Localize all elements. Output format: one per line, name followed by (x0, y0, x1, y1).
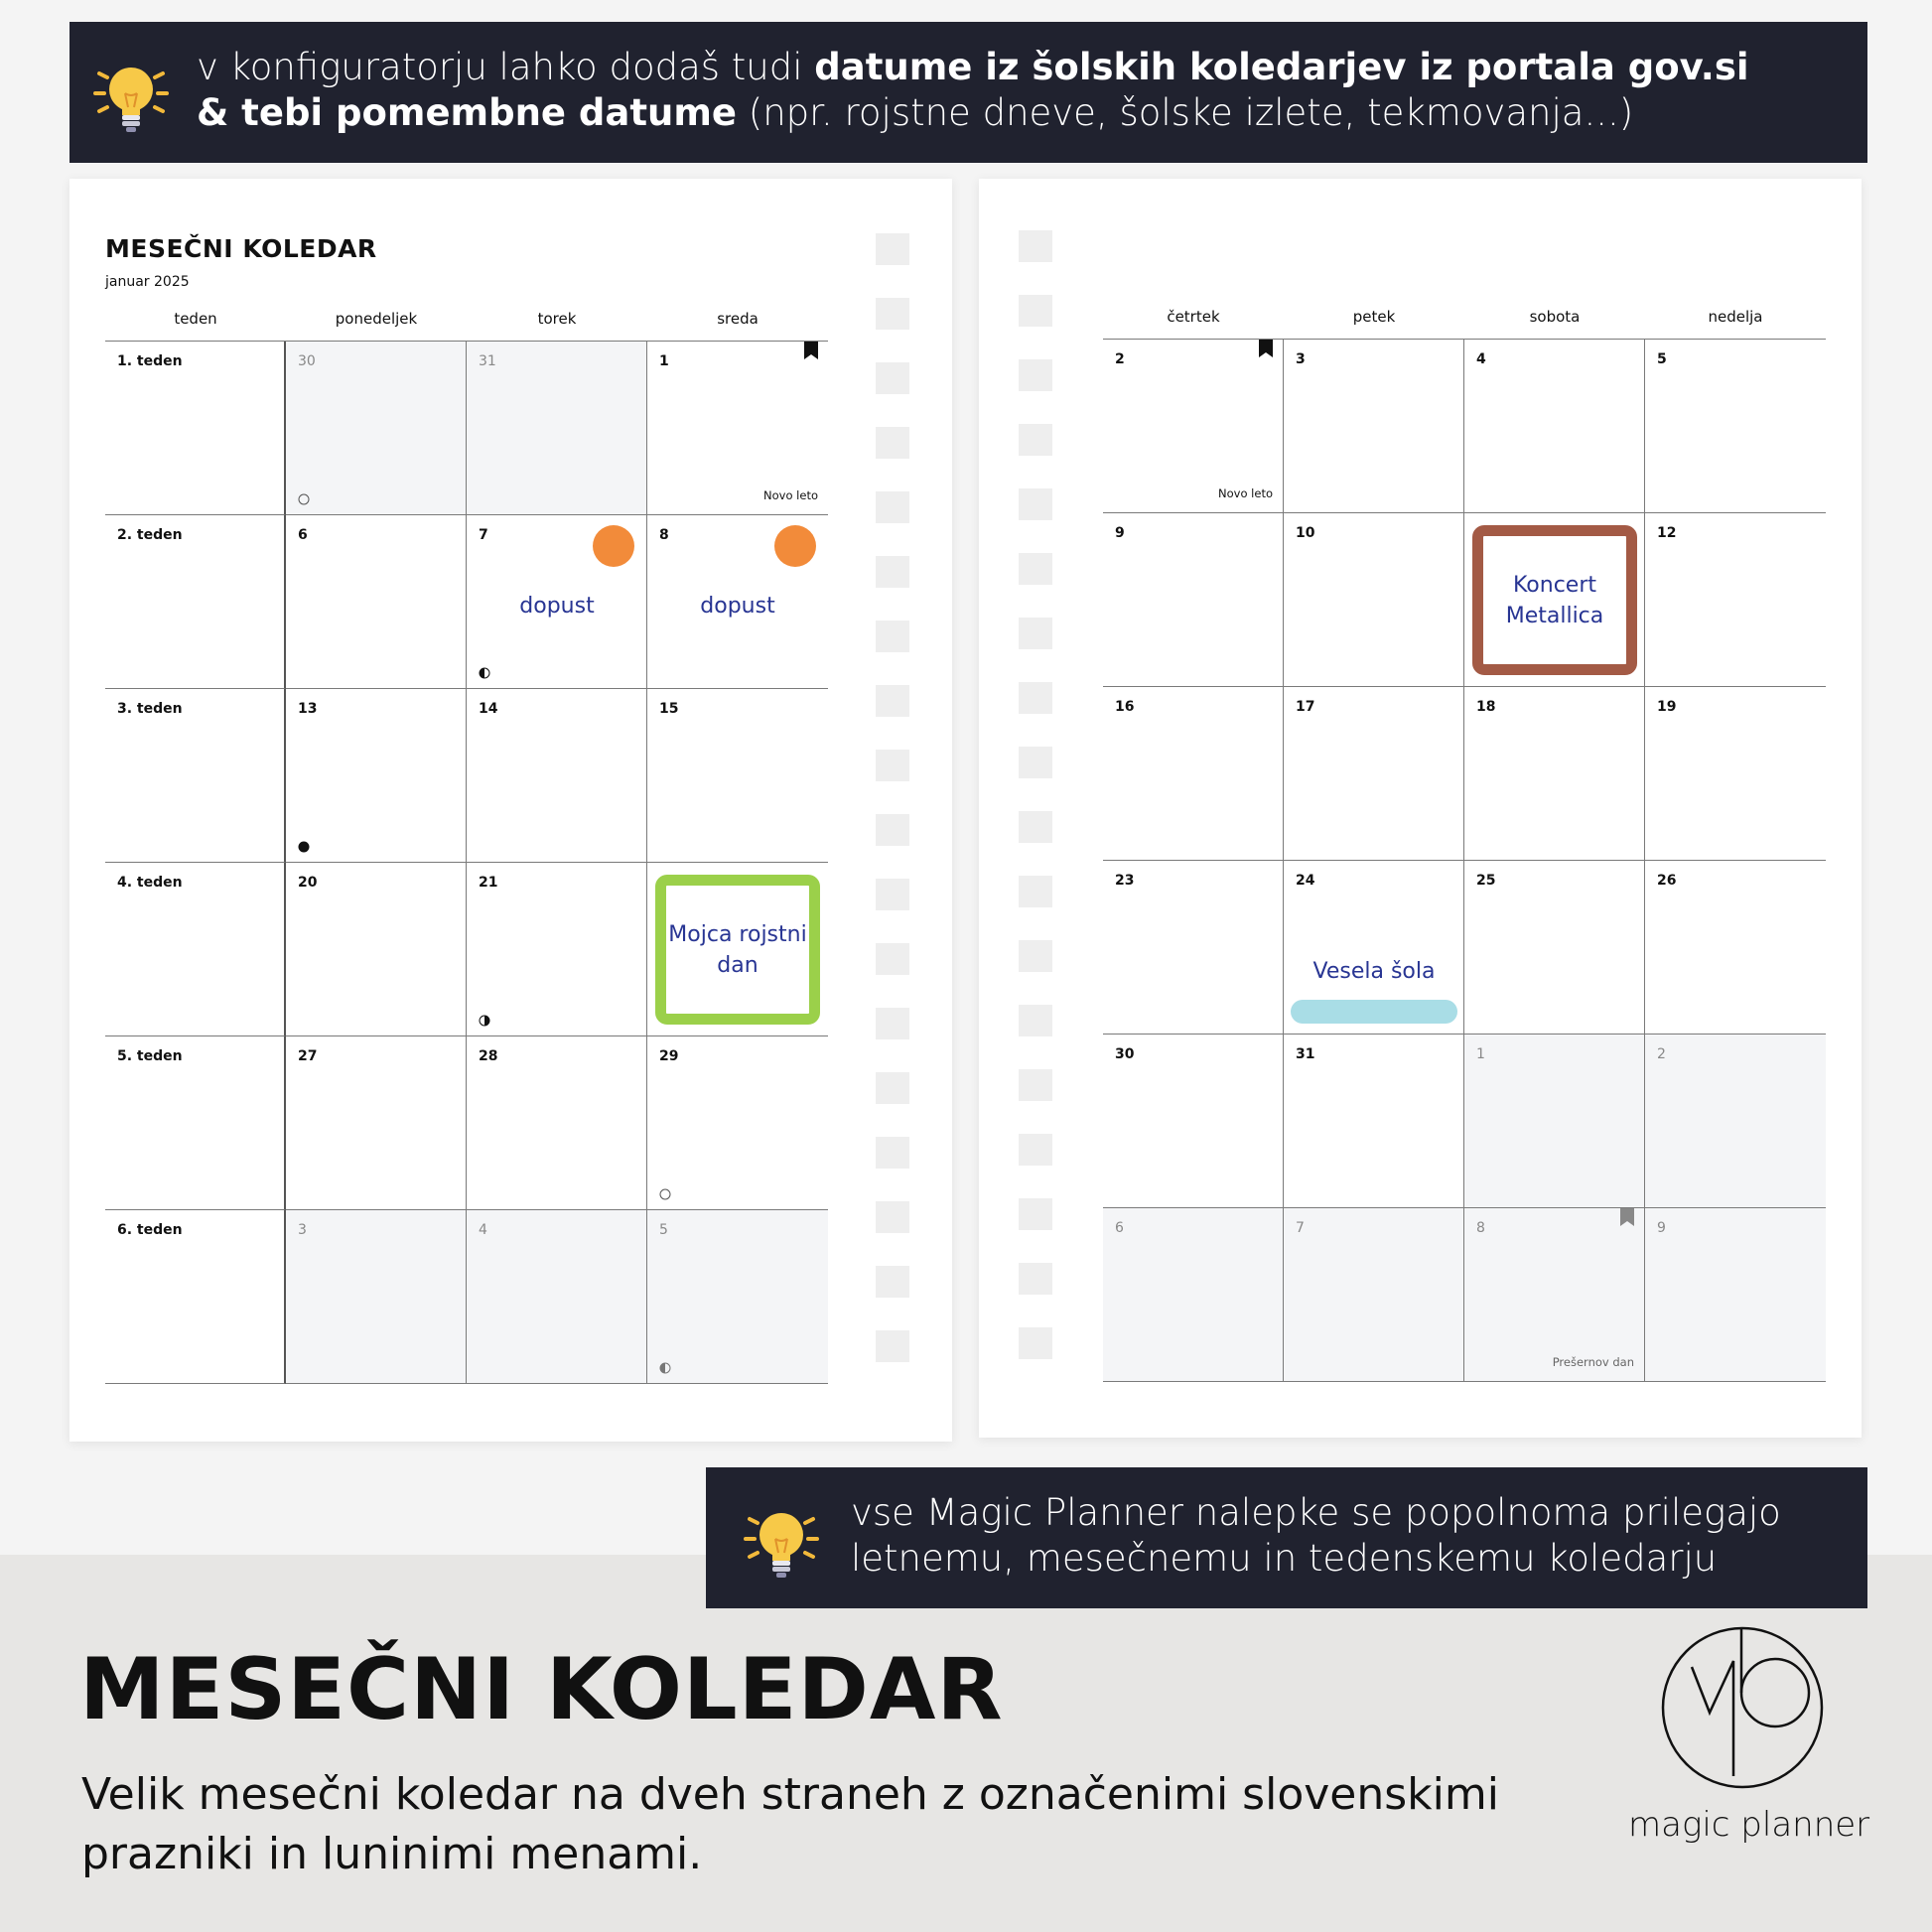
day-cell[interactable] (1284, 687, 1464, 861)
week-label: 6. teden (117, 1222, 183, 1238)
binder-hole (1019, 811, 1052, 843)
binder-hole (1019, 1005, 1052, 1036)
binder-hole (876, 685, 909, 717)
binder-hole (1019, 553, 1052, 585)
tip-banner-top (69, 22, 1867, 163)
binder-hole (876, 233, 909, 265)
moon-phase-icon (659, 1185, 671, 1197)
tip-banner-bottom (706, 1467, 1867, 1608)
week-label: 4. teden (117, 875, 183, 891)
day-number: 31 (479, 353, 496, 369)
binder-hole (876, 814, 909, 846)
logo-wordmark: magic planner (1628, 1805, 1870, 1845)
column-header: teden (174, 310, 217, 328)
binder-holes (876, 233, 909, 1395)
binder-hole (876, 1072, 909, 1104)
orange-dot-sticker (774, 525, 816, 567)
day-cell[interactable] (467, 342, 647, 515)
bookmark-icon (804, 342, 818, 359)
day-number: 18 (1476, 699, 1496, 715)
week-label-cell (105, 1210, 286, 1384)
holiday-label: Prešernov dan (1552, 1355, 1634, 1369)
holiday-label: Novo leto (1218, 486, 1273, 500)
day-number: 7 (1296, 1220, 1305, 1236)
binder-hole (1019, 424, 1052, 456)
column-header: torek (537, 310, 577, 328)
calendar-title: MESEČNI KOLEDAR (105, 234, 377, 263)
binder-hole (1019, 876, 1052, 907)
day-number: 2 (1115, 351, 1125, 367)
day-cell[interactable] (286, 1210, 467, 1384)
week-label-cell (105, 1036, 286, 1210)
lightbulb-icon (91, 50, 171, 139)
day-number: 5 (1657, 351, 1667, 367)
day-number: 1 (659, 353, 669, 369)
binder-hole (1019, 682, 1052, 714)
day-number: 2 (1657, 1046, 1666, 1062)
day-number: 20 (298, 875, 318, 891)
binder-hole (1019, 359, 1052, 391)
binder-holes (1019, 230, 1052, 1392)
binder-hole (876, 298, 909, 330)
day-cell[interactable] (1464, 340, 1645, 513)
day-number: 3 (298, 1222, 307, 1238)
day-cell[interactable] (467, 515, 647, 689)
day-number: 6 (298, 527, 308, 543)
moon-phase-icon (298, 490, 310, 502)
binder-hole (876, 621, 909, 652)
calendar-page-left (69, 179, 952, 1442)
day-number: 21 (479, 875, 498, 891)
binder-hole (876, 1201, 909, 1233)
day-number: 23 (1115, 873, 1135, 889)
handwritten-note: dopust (519, 594, 595, 619)
day-number: 14 (479, 701, 498, 717)
day-number: 10 (1296, 525, 1315, 541)
binder-hole (876, 1137, 909, 1169)
day-cell[interactable] (1103, 861, 1284, 1035)
day-number: 27 (298, 1048, 318, 1064)
day-cell[interactable] (1284, 513, 1464, 687)
day-cell[interactable] (1645, 861, 1826, 1035)
day-cell[interactable] (1464, 1035, 1645, 1208)
day-number: 25 (1476, 873, 1496, 889)
binder-hole (876, 943, 909, 975)
day-cell[interactable] (1645, 687, 1826, 861)
binder-hole (1019, 488, 1052, 520)
column-header: sreda (717, 310, 759, 328)
binder-hole (1019, 230, 1052, 262)
day-cell[interactable] (647, 689, 828, 863)
day-cell[interactable] (1103, 513, 1284, 687)
week-label-cell (105, 689, 286, 863)
day-cell[interactable] (467, 689, 647, 863)
week-label-cell (105, 342, 286, 515)
handwritten-note: Vesela šola (1312, 959, 1436, 984)
binder-hole (876, 1330, 909, 1362)
binder-hole (876, 879, 909, 910)
column-header: sobota (1529, 308, 1581, 326)
calendar-month: januar 2025 (105, 274, 190, 290)
magic-planner-logo (1660, 1625, 1825, 1790)
day-cell[interactable] (286, 342, 467, 515)
binder-hole (1019, 940, 1052, 972)
day-number: 31 (1296, 1046, 1315, 1062)
day-cell[interactable] (286, 1036, 467, 1210)
day-cell[interactable] (647, 863, 828, 1036)
day-number: 28 (479, 1048, 498, 1064)
day-cell[interactable] (1103, 340, 1284, 513)
tip-text-top: v konfiguratorju lahko dodaš tudi datume iz šolskih koledarjev iz portala gov.si & tebi pomembne datume (npr. rojstne dneve, šolske izlete, tekmovanja...) (197, 46, 1749, 134)
day-number: 24 (1296, 873, 1315, 889)
day-cell[interactable] (647, 1210, 828, 1384)
bookmark-icon (1259, 340, 1273, 357)
day-cell[interactable] (647, 515, 828, 689)
day-number: 1 (1476, 1046, 1485, 1062)
bookmark-icon (1620, 1208, 1634, 1226)
day-cell[interactable] (1464, 1208, 1645, 1382)
day-cell[interactable] (467, 1036, 647, 1210)
event-sticker (655, 875, 820, 1025)
binder-hole (1019, 618, 1052, 649)
day-cell[interactable] (1284, 1208, 1464, 1382)
day-number: 9 (1115, 525, 1125, 541)
moon-phase-icon (479, 1012, 490, 1024)
week-label-cell (105, 863, 286, 1036)
day-number: 7 (479, 527, 488, 543)
week-label: 2. teden (117, 527, 183, 543)
day-number: 16 (1115, 699, 1135, 715)
holiday-label: Novo leto (763, 488, 818, 502)
binder-hole (876, 750, 909, 781)
day-cell[interactable] (647, 342, 828, 515)
binder-hole (876, 1266, 909, 1298)
sticker-text: Koncert Metallica (1505, 572, 1604, 628)
binder-hole (1019, 1134, 1052, 1166)
week-label-cell (105, 515, 286, 689)
moon-phase-icon (659, 1359, 671, 1371)
day-number: 5 (659, 1222, 668, 1238)
binder-hole (876, 556, 909, 588)
day-cell[interactable] (286, 515, 467, 689)
day-cell[interactable] (1103, 1208, 1284, 1382)
binder-hole (876, 362, 909, 394)
day-number: 26 (1657, 873, 1677, 889)
day-number: 4 (1476, 351, 1486, 367)
day-cell[interactable] (1284, 861, 1464, 1035)
lightbulb-icon (742, 1495, 821, 1585)
binder-hole (876, 1008, 909, 1039)
day-number: 19 (1657, 699, 1677, 715)
product-description: Velik mesečni koledar na dveh straneh z označenimi slovenskimi prazniki in luninimi menami. (81, 1769, 1499, 1879)
day-number: 30 (1115, 1046, 1135, 1062)
binder-hole (876, 491, 909, 523)
handwritten-note: dopust (700, 594, 775, 619)
day-cell[interactable] (1645, 1208, 1826, 1382)
day-cell[interactable] (1103, 1035, 1284, 1208)
day-cell[interactable] (1645, 340, 1826, 513)
day-cell[interactable] (1464, 687, 1645, 861)
day-number: 3 (1296, 351, 1306, 367)
day-number: 15 (659, 701, 679, 717)
day-cell[interactable] (1645, 1035, 1826, 1208)
binder-hole (1019, 1198, 1052, 1230)
column-header: četrtek (1167, 308, 1220, 326)
day-cell[interactable] (467, 863, 647, 1036)
day-number: 13 (298, 701, 318, 717)
sticker-text: Mojca rojstni dan (668, 921, 807, 978)
binder-hole (1019, 747, 1052, 778)
day-number: 6 (1115, 1220, 1124, 1236)
product-title: MESEČNI KOLEDAR (79, 1640, 1004, 1739)
day-cell[interactable] (286, 689, 467, 863)
day-cell[interactable] (1464, 513, 1645, 687)
calendar-page-right (979, 179, 1862, 1438)
day-number: 8 (1476, 1220, 1485, 1236)
binder-hole (1019, 1263, 1052, 1295)
binder-hole (1019, 1069, 1052, 1101)
moon-phase-icon (298, 838, 310, 850)
binder-hole (1019, 295, 1052, 327)
washi-tape-sticker (1291, 1000, 1457, 1024)
week-label: 1. teden (117, 353, 183, 369)
binder-hole (876, 427, 909, 459)
week-label: 3. teden (117, 701, 183, 717)
event-sticker (1472, 525, 1637, 675)
week-label: 5. teden (117, 1048, 183, 1064)
day-number: 12 (1657, 525, 1677, 541)
day-cell[interactable] (647, 1036, 828, 1210)
day-cell[interactable] (1284, 1035, 1464, 1208)
day-cell[interactable] (1103, 687, 1284, 861)
day-number: 29 (659, 1048, 679, 1064)
column-header: petek (1352, 308, 1396, 326)
column-header: nedelja (1708, 308, 1763, 326)
day-cell[interactable] (1645, 513, 1826, 687)
day-cell[interactable] (286, 863, 467, 1036)
day-number: 30 (298, 353, 316, 369)
binder-hole (1019, 1327, 1052, 1359)
day-cell[interactable] (1464, 861, 1645, 1035)
day-number: 9 (1657, 1220, 1666, 1236)
tip-text-bottom: vse Magic Planner nalepke se popolnoma prilegajo letnemu, mesečnemu in tedenskemu koledarju (851, 1491, 1781, 1580)
column-header: ponedeljek (335, 310, 418, 328)
day-number: 17 (1296, 699, 1315, 715)
day-number: 8 (659, 527, 669, 543)
orange-dot-sticker (593, 525, 634, 567)
day-cell[interactable] (467, 1210, 647, 1384)
day-number: 4 (479, 1222, 487, 1238)
moon-phase-icon (479, 664, 490, 676)
day-cell[interactable] (1284, 340, 1464, 513)
